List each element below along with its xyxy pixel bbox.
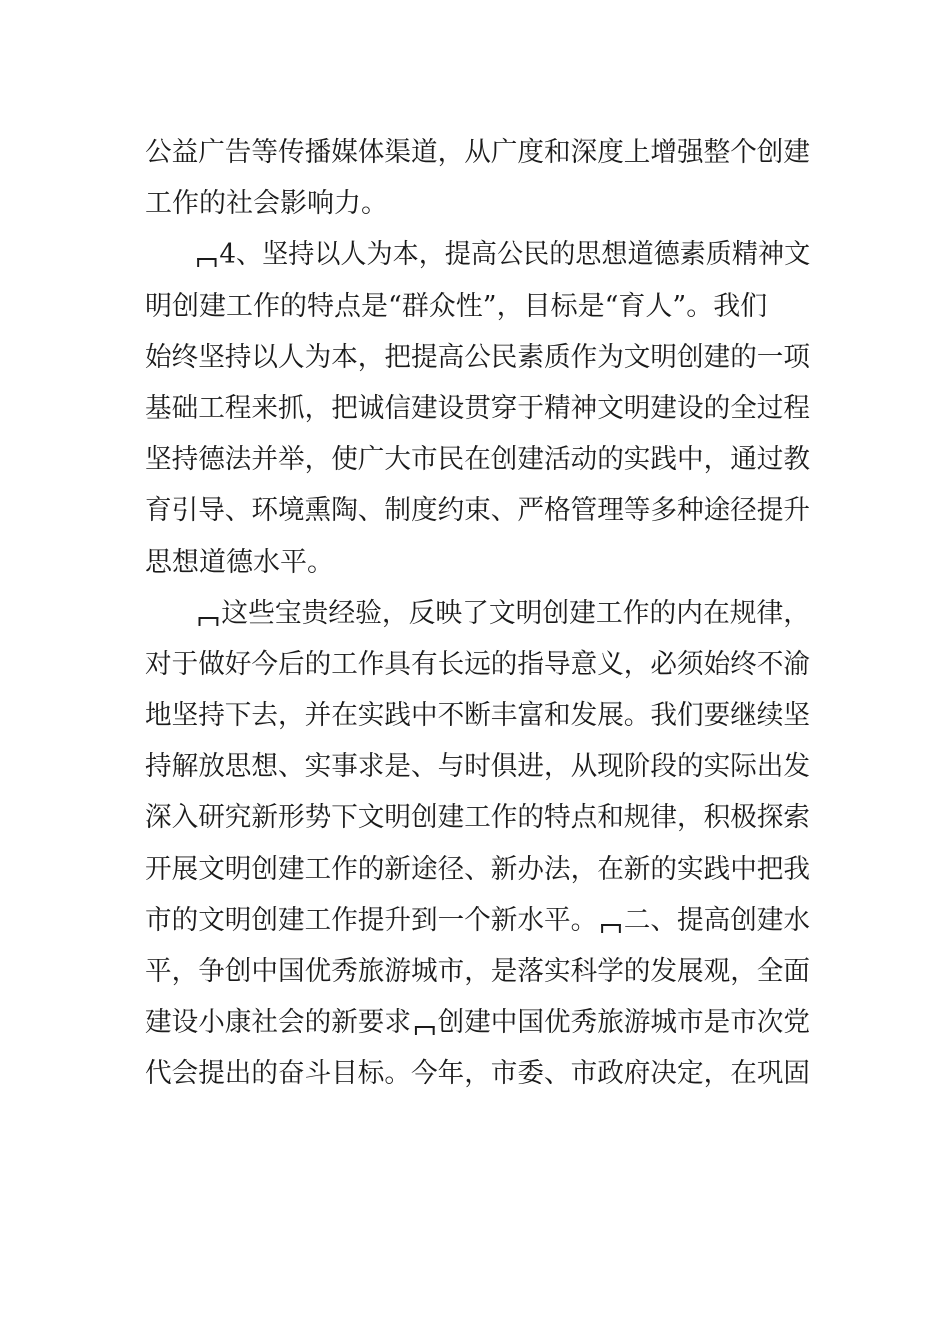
- text-line-with-mark: [145, 997, 810, 1048]
- text-line: 平，争创中国优秀旅游城市，是落实科学的发展观，全面: [145, 956, 810, 987]
- text-line: 地坚持下去，并在实践中不断丰富和发展。我们要继续坚: [145, 700, 810, 732]
- text-line: 公益广告等传播媒体渠道，从广度和深度上增强整个创建: [145, 137, 810, 168]
- text-line: 思想道德水平。: [145, 546, 334, 578]
- paragraph-start-line: [145, 588, 811, 639]
- text-segment: 4、坚持以人为本，提高公民的思想道德素质精神文: [219, 239, 811, 271]
- text-segment: 二、提高创建水: [623, 904, 810, 936]
- text-segment: 这些宝贵经验，反映了文明创建工作的内在规律，: [221, 597, 811, 629]
- paragraph-mark: [197, 258, 216, 267]
- text-line: 育引导、环境熏陶、制度约束、严格管理等多种途径提升: [145, 495, 810, 527]
- text-line: 始终坚持以人为本，把提高公民素质作为文明创建的一项: [145, 341, 810, 373]
- paragraph-mark: [199, 617, 219, 626]
- paragraph-mark: [601, 924, 621, 933]
- paragraph-mark: [415, 1026, 435, 1035]
- text-line: 对于做好今后的工作具有长远的指导意义，必须始终不渝: [145, 648, 810, 680]
- text-segment: 市的文明创建工作提升到一个新水平。: [145, 904, 598, 936]
- text-line: 持解放思想、实事求是、与时俱进，从现阶段的实际出发: [145, 751, 810, 783]
- text-line: 开展文明创建工作的新途径、新办法，在新的实践中把我: [145, 853, 810, 885]
- text-line-with-mark: [145, 895, 810, 946]
- text-line: 坚持德法并举，使广大市民在创建活动的实践中，通过教: [145, 444, 810, 476]
- text-line: 深入研究新形势下文明创建工作的特点和规律，积极探索: [145, 802, 810, 834]
- text-line: 基础工程来抓，把诚信建设贯穿于精神文明建设的全过程: [145, 392, 810, 424]
- paragraph-start-line: [145, 229, 811, 280]
- text-line: 代会提出的奋斗目标。今年，市委、市政府决定，在巩固: [145, 1058, 810, 1090]
- text-segment: 建设小康社会的新要求: [145, 1007, 411, 1039]
- text-segment: 创建中国优秀旅游城市是市次党: [437, 1007, 810, 1039]
- body-text: [145, 127, 810, 1100]
- text-line: 明创建工作的特点是“群众性”，目标是“育人”。我们: [145, 290, 768, 322]
- text-line: 工作的社会影响力。: [145, 188, 388, 220]
